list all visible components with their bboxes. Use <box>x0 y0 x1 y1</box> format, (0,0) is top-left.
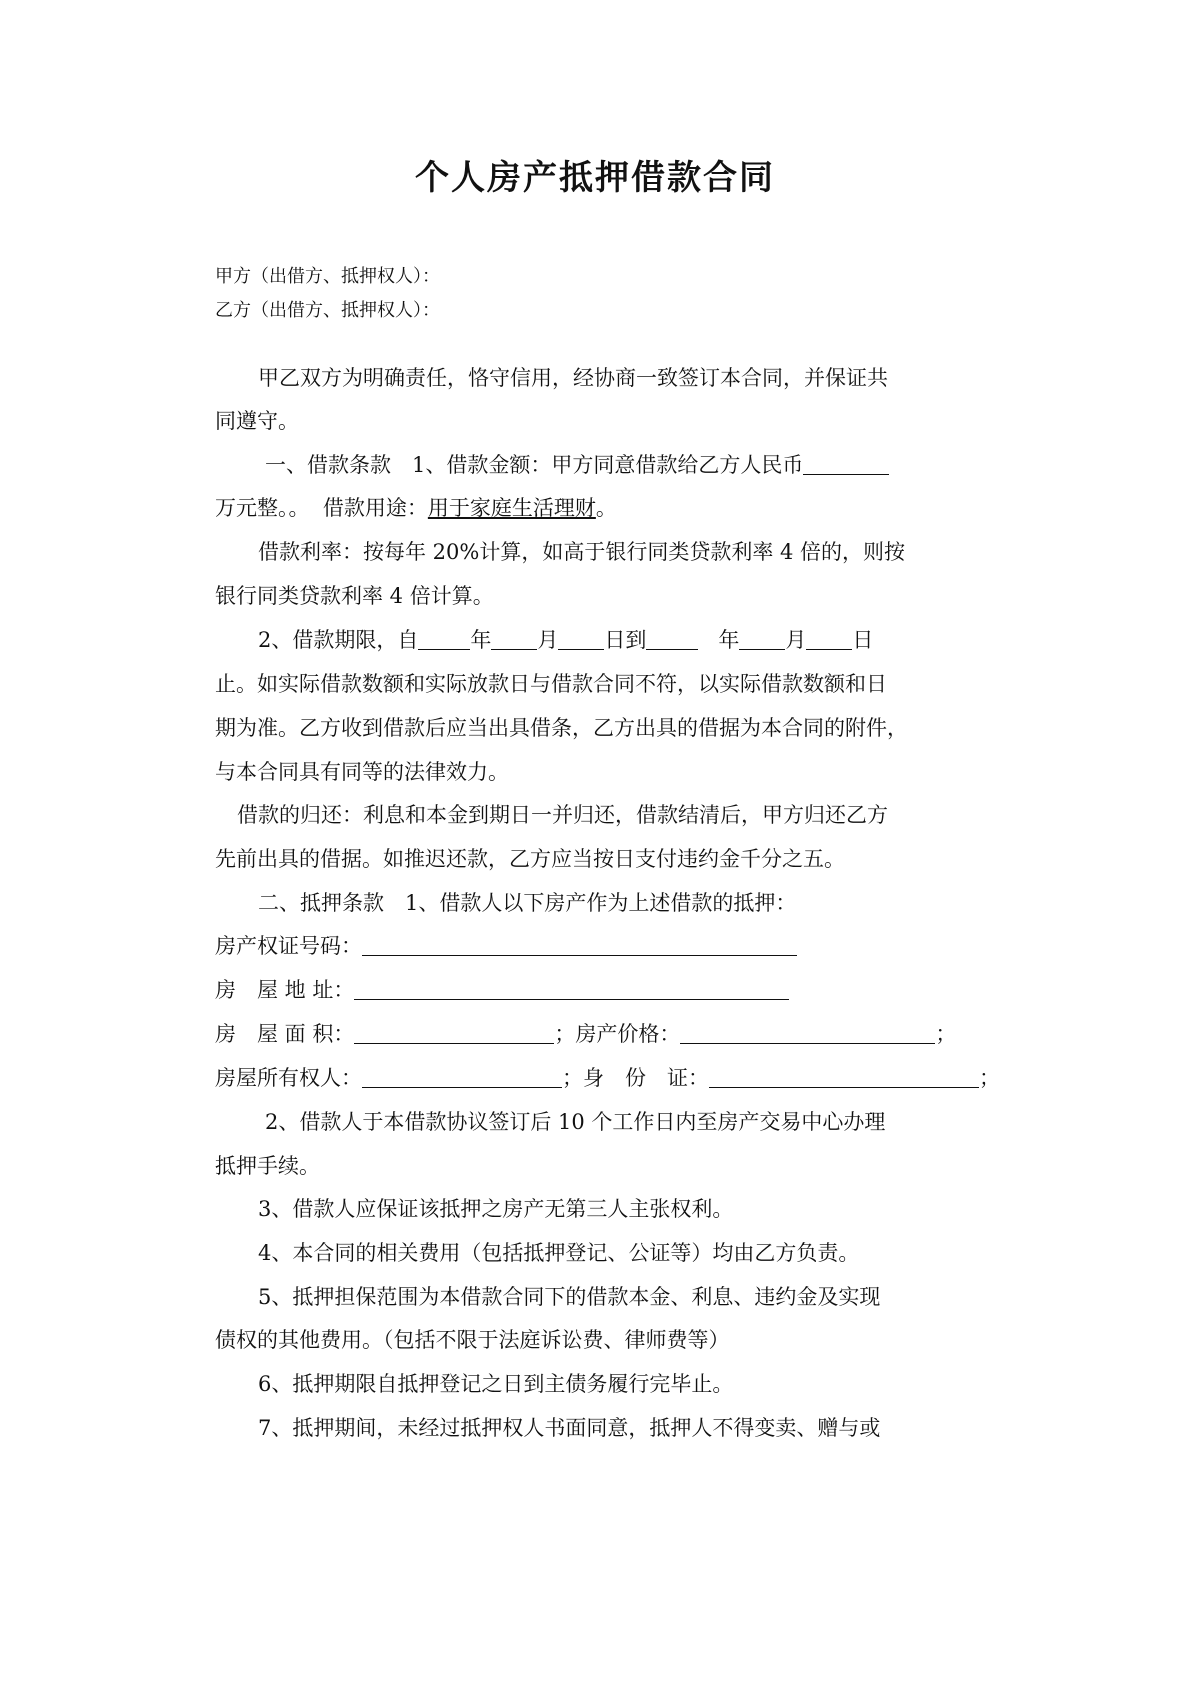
loan-amount-blank <box>803 454 889 475</box>
clause-4: 4、本合同的相关费用（包括抵押登记、公证等）均由乙方负责。 <box>258 1241 860 1265</box>
party-a-line: 甲方（出借方、抵押权人）： <box>215 266 440 287</box>
price-blank <box>680 1023 935 1044</box>
address-line <box>215 974 985 1004</box>
clause-5-line-2: 债权的其他费用。（包括不限于法庭诉讼费、律师费等） <box>215 1328 730 1352</box>
clause-7: 7、抵押期间，未经过抵押权人书面同意，抵押人不得变卖、赠与或 <box>258 1416 881 1440</box>
id-label: ；身 份 证： <box>562 1066 709 1090</box>
clause-3: 3、借款人应保证该抵押之房产无第三人主张权利。 <box>258 1197 734 1221</box>
address-label: 房 屋 地 址： <box>215 978 355 1002</box>
area-price-end: ； <box>935 1022 957 1046</box>
loan-amount-text: 一、借款条款 1、借款金额：甲方同意借款给乙方人民币 <box>265 453 804 477</box>
section-1-heading <box>215 449 985 479</box>
clause-5-line-1: 5、抵押担保范围为本借款合同下的借款本金、利息、违约金及实现 <box>258 1285 881 1309</box>
term-prefix: 2、借款期限，自 <box>258 628 419 652</box>
id-blank <box>709 1067 979 1088</box>
clause-2-line-1: 2、借款人于本借款协议签订后 10 个工作日内至房产交易中心办理 <box>265 1110 886 1134</box>
rate-line-2: 银行同类贷款利率 4 倍计算。 <box>215 584 494 608</box>
repay-line-1: 借款的归还：利息和本金到期日一并归还，借款结清后，甲方归还乙方 <box>237 803 888 827</box>
term-end-month-label: 月 <box>785 628 807 652</box>
purpose-end: 。 <box>595 496 617 520</box>
intro-line-2: 同遵守。 <box>215 409 299 433</box>
party-b-line: 乙方（出借方、抵押权人）： <box>215 300 440 321</box>
start-month-blank <box>491 629 537 650</box>
start-day-blank <box>558 629 604 650</box>
address-blank <box>354 979 789 1000</box>
purpose-label: 借款用途： <box>322 496 428 520</box>
term-line-1 <box>215 624 985 654</box>
owner-id-end: ； <box>979 1066 1000 1090</box>
end-day-blank <box>806 629 852 650</box>
cert-number-label: 房产权证号码： <box>215 934 362 958</box>
clause-2-line-2: 抵押手续。 <box>215 1154 320 1178</box>
repay-line-2: 先前出具的借据。如推迟还款，乙方应当按日支付违约金千分之五。 <box>215 847 845 871</box>
area-price-line <box>215 1018 985 1048</box>
term-line-3: 期为准。乙方收到借款后应当出具借条，乙方出具的借据为本合同的附件， <box>215 716 908 740</box>
term-end-year-label: 年 <box>718 628 740 652</box>
term-line-4: 与本合同具有同等的法律效力。 <box>215 760 509 784</box>
owner-label: 房屋所有权人： <box>215 1066 362 1090</box>
rate-line-1: 借款利率：按每年 20%计算，如高于银行同类贷款利率 4 倍的，则按 <box>258 540 906 564</box>
term-day-to-label: 日到 <box>604 628 647 652</box>
start-year-blank <box>418 629 470 650</box>
area-label: 房 屋 面 积： <box>215 1022 355 1046</box>
document-title: 个人房产抵押借款合同 <box>415 158 775 198</box>
clause-6: 6、抵押期限自抵押登记之日到主债务履行完毕止。 <box>258 1372 734 1396</box>
owner-id-line <box>215 1062 1000 1092</box>
owner-blank <box>362 1067 562 1088</box>
intro-line-1: 甲乙双方为明确责任，恪守信用，经协商一致签订本合同，并保证共 <box>258 366 888 390</box>
cert-number-line <box>215 930 985 960</box>
end-year-blank <box>646 629 698 650</box>
price-label: ；房产价格： <box>554 1022 681 1046</box>
section-2-heading: 二、抵押条款 1、借款人以下房产作为上述借款的抵押： <box>258 891 797 915</box>
area-blank <box>354 1023 554 1044</box>
term-month-label: 月 <box>537 628 559 652</box>
cert-number-blank <box>362 935 797 956</box>
loan-purpose-line <box>215 492 985 522</box>
amount-unit: 万元整。。 <box>215 496 310 520</box>
purpose-value: 用于家庭生活理财 <box>427 496 596 520</box>
end-month-blank <box>739 629 785 650</box>
term-end-day-label: 日 <box>852 628 874 652</box>
term-year-label: 年 <box>470 628 492 652</box>
term-line-2: 止。如实际借款数额和实际放款日与借款合同不符，以实际借款数额和日 <box>215 672 887 696</box>
